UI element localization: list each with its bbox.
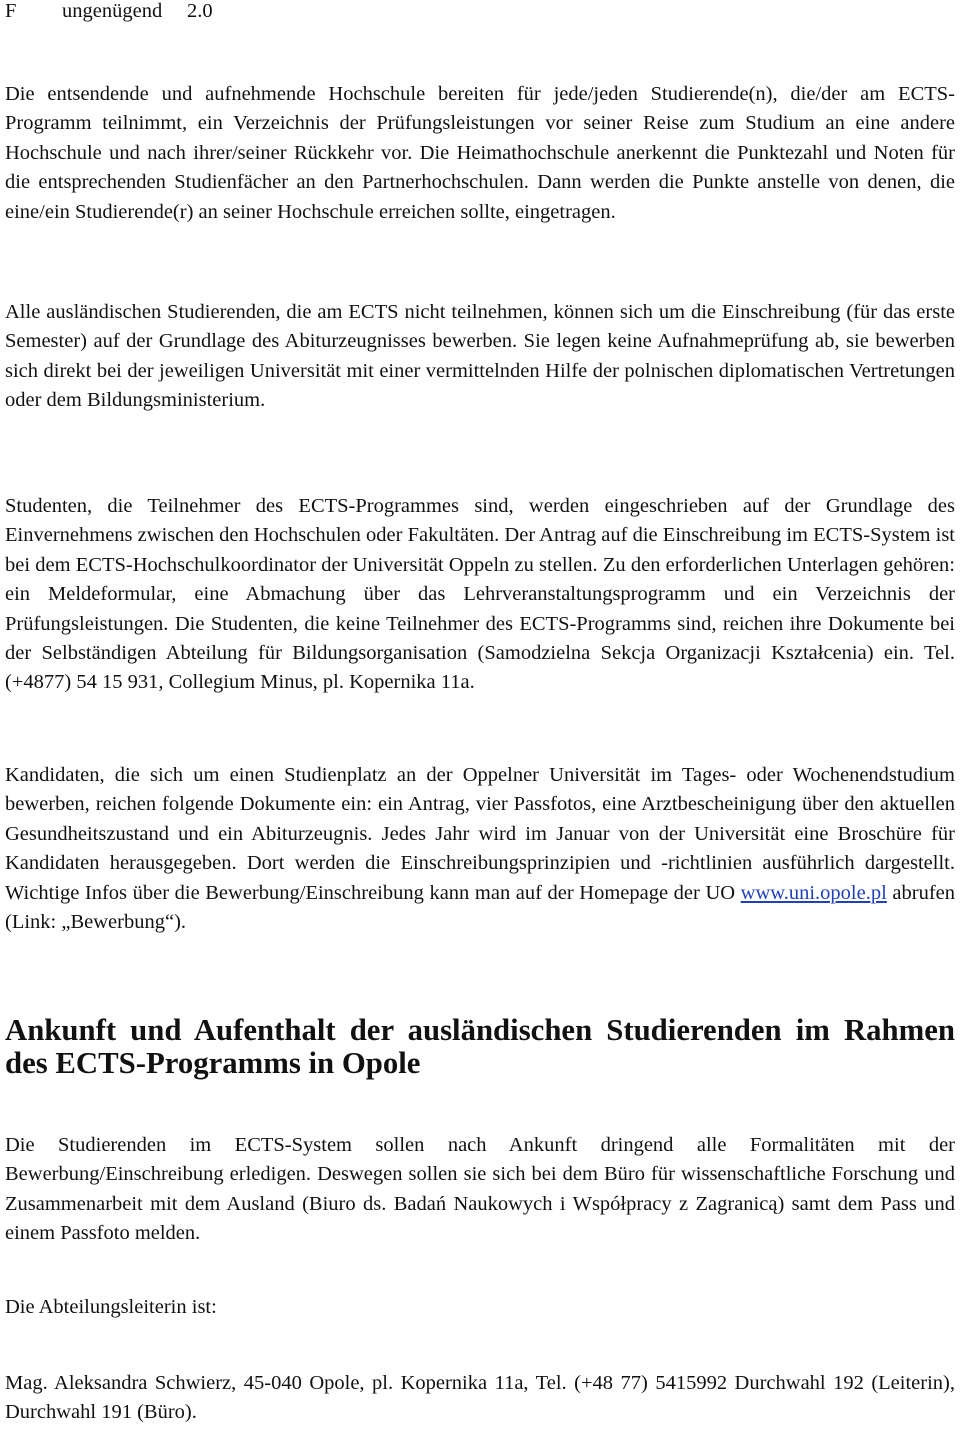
- candidates-text: Kandidaten, die sich um einen Studienplatz an der Oppelner Universität im Tages- oder Wochenendstudium bewerben, reichen folgende Dokumente ein: ein Antrag, vier Passfotos, eine Arztbescheinigung über den aktuellen Gesundheitszustand und ein Abiturzeugnis. Jedes Jahr wird im Januar von der Universität eine Broschüre für Kandidaten herausgegeben. Dort werden die Einschreibungsprinzipien und -richtlinien ausführlich dargestellt. Wichtige Infos über die Bewerbung/Einschreibung kann man auf der Homepage der UO: [5, 764, 955, 904]
- grade-row: [5, 0, 213, 26]
- paragraph-ects-enrollment: Studenten, die Teilnehmer des ECTS-Programmes sind, werden eingeschrieben auf der Grundlage des Einvernehmens zwischen den Hochschulen oder Fakultäten. Der Antrag auf die Einschreibung im ECTS-System ist bei dem ECTS-Hochschulkoordinator der Universität Oppeln zu stellen. Zu den erforderlichen Unterlagen gehören: ein Meldeformular, eine Abmachung über das Lehrveranstaltungsprogramm und ein Verzeichnis der Prüfungsleistungen. Die Studenten, die keine Teilnehmer des ECTS-Programms sind, reichen ihre Dokumente bei der Selbständigen Abteilung für Bildungsorganisation (Samodzielna Sekcja Organizacji Kształcenia) ein. Tel. (+4877) 54 15 931, Collegium Minus, pl. Kopernika 11a.: [5, 495, 955, 694]
- paragraph-transcript-of-records: Die entsendende und aufnehmende Hochschule bereiten für jede/jeden Studierende(n), die/der am ECTS-Programm teilnimmt, ein Verzeichnis der Prüfungsleistungen vor seiner Reise zum Studium an eine andere Hochschule und nach ihrer/seiner Rückkehr vor. Die Heimathochschule anerkennt die Punktezahl und Noten für die entsprechenden Studienfächer an den Partnerhochschulen. Dann werden die Punkte anstelle von denen, die eine/ein Studierende(r) an seiner Hochschule erreichen sollte, eingetragen.: [5, 83, 955, 223]
- department-head-label: Die Abteilungsleiterin ist:: [5, 1296, 217, 1318]
- section-heading: Ankunft und Aufenthalt der ausländischen Studierenden im Rahmen des ECTS-Programms in Opole: [5, 1013, 955, 1080]
- paragraph-arrival-formalities: Die Studierenden im ECTS-System sollen nach Ankunft dringend alle Formalitäten mit der Bewerbung/Einschreibung erledigen. Deswegen sollen sie sich bei dem Büro für wissenschaftliche Forschung und Zusammenarbeit mit dem Ausland (Biuro ds. Badań Naukowych i Współpracy z Zagranicą) samt dem Pass und einem Passfoto melden.: [5, 1134, 955, 1245]
- candidates-text-end: abrufen (Link: „Bewerbung“).: [5, 881, 956, 934]
- grade-label: ungenügend: [62, 0, 163, 22]
- grade-letter: F: [5, 0, 17, 22]
- grade-value: 2.0: [187, 0, 213, 22]
- contact-details: Mag. Aleksandra Schwierz, 45-040 Opole, pl. Kopernika 11a, Tel. (+48 77) 5415992 Durchwahl 192 (Leiterin), Durchwahl 191 (Büro).: [5, 1372, 955, 1424]
- paragraph-foreign-students-admission: Alle ausländischen Studierenden, die am ECTS nicht teilnehmen, können sich um die Einschreibung (für das erste Semester) auf der Grundlage des Abiturzeugnisses bewerben. Sie legen keine Aufnahmeprüfung ab, sie bewerben sich direkt bei der jeweiligen Universität mit einer vermittelnden Hilfe der polnischen diplomatischen Vertretungen oder dem Bildungsministerium.: [5, 301, 955, 412]
- university-homepage-link[interactable]: www.uni.opole.pl: [740, 881, 887, 904]
- paragraph-candidates: [5, 761, 955, 937]
